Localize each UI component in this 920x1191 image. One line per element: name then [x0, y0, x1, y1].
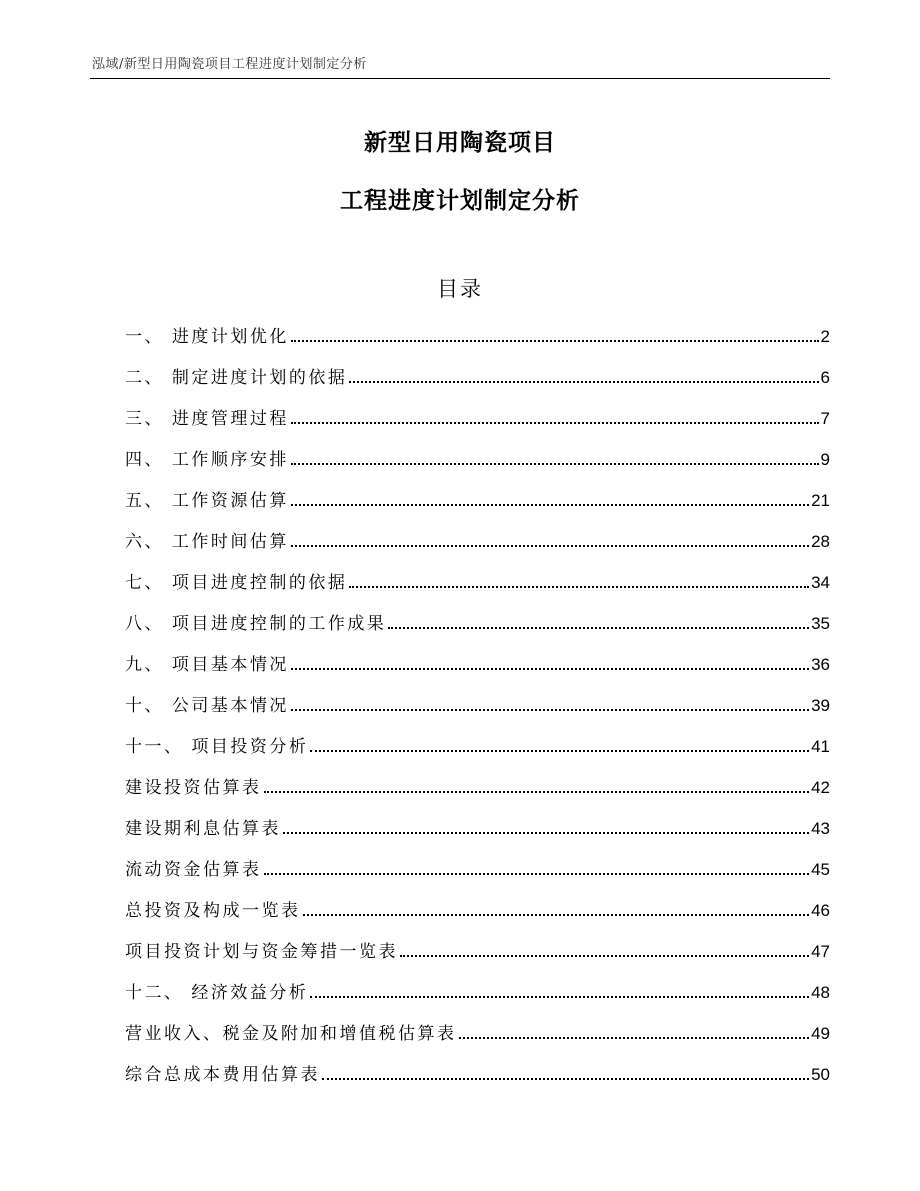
toc-entry[interactable]: [125, 894, 830, 935]
toc-entry[interactable]: [125, 771, 830, 812]
toc-entry-label: 总投资及构成一览表: [125, 901, 301, 921]
toc-entry[interactable]: [125, 689, 830, 730]
toc-entry[interactable]: [125, 853, 830, 894]
toc-leader-dots: [291, 422, 819, 424]
toc-heading: 目录: [437, 277, 483, 301]
toc-entry-page: 35: [811, 614, 830, 633]
toc-leader-dots: [291, 504, 809, 506]
toc-entry-page: 34: [811, 573, 830, 592]
toc-leader-dots: [291, 709, 809, 711]
toc-entry-label: 八、 项目进度控制的工作成果: [125, 614, 387, 634]
toc-leader-dots: [388, 627, 809, 629]
toc-entry-label: 四、 工作顺序安排: [125, 450, 289, 470]
toc-entry[interactable]: [125, 812, 830, 853]
toc-entry-page: 7: [820, 409, 830, 428]
toc-entry-label: 十二、 经济效益分析: [125, 983, 309, 1003]
toc-entry[interactable]: [125, 1017, 830, 1058]
table-of-contents: [125, 320, 830, 1099]
toc-entry-label: 流动资金估算表: [125, 860, 262, 880]
toc-entry-page: 49: [811, 1024, 830, 1043]
toc-entry[interactable]: [125, 443, 830, 484]
running-header: 泓域/新型日用陶瓷项目工程进度计划制定分析: [92, 57, 367, 72]
toc-leader-dots: [310, 996, 809, 998]
toc-entry-label: 三、 进度管理过程: [125, 409, 289, 429]
toc-entry-page: 46: [811, 901, 830, 920]
toc-entry-label: 十一、 项目投资分析: [125, 737, 309, 757]
header-rule: [90, 78, 830, 79]
toc-entry-page: 9: [820, 450, 830, 469]
toc-leader-dots: [400, 955, 809, 957]
toc-entry[interactable]: [125, 320, 830, 361]
toc-entry[interactable]: [125, 361, 830, 402]
toc-entry-label: 五、 工作资源估算: [125, 491, 289, 511]
toc-entry[interactable]: [125, 730, 830, 771]
toc-entry-page: 2: [820, 327, 830, 346]
toc-entry-page: 43: [811, 819, 830, 838]
toc-entry[interactable]: [125, 1058, 830, 1099]
toc-entry-page: 39: [811, 696, 830, 715]
toc-leader-dots: [291, 545, 809, 547]
toc-leader-dots: [291, 668, 809, 670]
toc-entry[interactable]: [125, 607, 830, 648]
toc-entry-page: 41: [811, 737, 830, 756]
toc-entry[interactable]: [125, 525, 830, 566]
toc-entry-label: 十、 公司基本情况: [125, 696, 289, 716]
toc-entry[interactable]: [125, 648, 830, 689]
toc-entry-label: 项目投资计划与资金筹措一览表: [125, 942, 398, 962]
document-title-line-1: 新型日用陶瓷项目: [364, 130, 556, 156]
toc-leader-dots: [310, 750, 809, 752]
toc-entry-label: 六、 工作时间估算: [125, 532, 289, 552]
toc-leader-dots: [283, 832, 809, 834]
toc-entry-page: 42: [811, 778, 830, 797]
toc-entry-label: 二、 制定进度计划的依据: [125, 368, 348, 388]
toc-entry-page: 28: [811, 532, 830, 551]
document-title-line-2: 工程进度计划制定分析: [340, 188, 580, 214]
toc-entry[interactable]: [125, 484, 830, 525]
toc-entry[interactable]: [125, 566, 830, 607]
toc-entry-page: 36: [811, 655, 830, 674]
toc-leader-dots: [291, 340, 819, 342]
toc-leader-dots: [303, 914, 810, 916]
toc-entry-page: 47: [811, 942, 830, 961]
toc-leader-dots: [322, 1078, 809, 1080]
toc-entry-label: 营业收入、税金及附加和增值税估算表: [125, 1024, 457, 1044]
toc-leader-dots: [349, 586, 809, 588]
toc-entry-page: 21: [811, 491, 830, 510]
toc-entry-label: 建设投资估算表: [125, 778, 262, 798]
toc-entry-label: 七、 项目进度控制的依据: [125, 573, 348, 593]
toc-leader-dots: [291, 463, 819, 465]
toc-leader-dots: [264, 873, 810, 875]
toc-leader-dots: [459, 1037, 810, 1039]
toc-entry[interactable]: [125, 402, 830, 443]
toc-entry[interactable]: [125, 976, 830, 1017]
toc-entry-label: 九、 项目基本情况: [125, 655, 289, 675]
toc-entry[interactable]: [125, 935, 830, 976]
toc-leader-dots: [349, 381, 818, 383]
toc-entry-label: 一、 进度计划优化: [125, 327, 289, 347]
toc-entry-label: 建设期利息估算表: [125, 819, 281, 839]
toc-entry-page: 50: [811, 1065, 830, 1084]
toc-entry-page: 48: [811, 983, 830, 1002]
toc-leader-dots: [264, 791, 810, 793]
toc-entry-page: 45: [811, 860, 830, 879]
toc-entry-label: 综合总成本费用估算表: [125, 1065, 320, 1085]
toc-entry-page: 6: [820, 368, 830, 387]
